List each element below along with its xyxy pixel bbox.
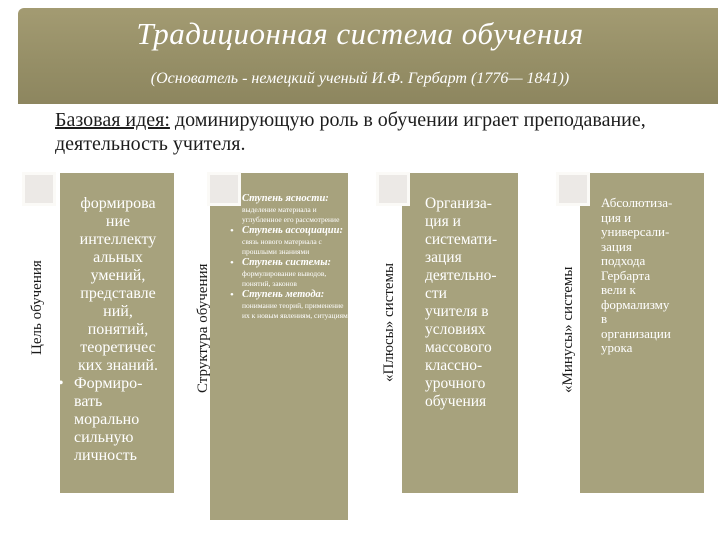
text-line: в bbox=[601, 311, 608, 326]
pros-column-label: «Плюсы» системы bbox=[381, 262, 397, 382]
text-line: урока bbox=[601, 340, 633, 355]
text-line: универсали- bbox=[601, 224, 670, 239]
step-title: Ступень метода: bbox=[242, 289, 325, 300]
text-line: учителя в bbox=[425, 303, 489, 320]
bullet-icon: • bbox=[230, 225, 234, 237]
step-system bbox=[230, 257, 350, 289]
pros-column-content bbox=[425, 195, 515, 411]
goal-bullet-item bbox=[58, 375, 164, 465]
text-line: формирова bbox=[80, 195, 156, 212]
text-line: ние bbox=[105, 213, 131, 230]
step-text: понимание теорий, применение их к новым явлениям, ситуациям. bbox=[242, 301, 350, 320]
step-text: формулирование выводов, понятий, законов bbox=[242, 269, 327, 288]
text-line: Формиро- bbox=[74, 375, 143, 392]
pros-column-marker bbox=[376, 172, 410, 206]
text-line: классно- bbox=[425, 357, 483, 374]
base-idea-text: доминирующую роль в обучении играет преподавание, деятельность учителя. bbox=[55, 109, 646, 155]
text-line: морально bbox=[74, 411, 140, 428]
step-title: Ступень ассоциации: bbox=[242, 225, 343, 236]
text-line: ний, bbox=[103, 303, 133, 320]
text-line: умений, bbox=[90, 267, 146, 284]
bullet-icon: • bbox=[230, 257, 234, 269]
base-idea-label: Базовая идея: bbox=[55, 109, 170, 131]
text-line: организации bbox=[601, 325, 671, 341]
text-line: представле bbox=[80, 285, 156, 302]
step-text: выделение материала и углубленное его рассмотрение bbox=[242, 205, 340, 224]
step-title: Ступень ясности: bbox=[242, 193, 329, 204]
step-title: Ступень системы: bbox=[242, 257, 332, 268]
text-line: подхода bbox=[601, 253, 646, 268]
structure-column-label: Структура обучения bbox=[195, 263, 211, 393]
text-line: условиях bbox=[425, 321, 486, 338]
text-line: формализму bbox=[601, 296, 670, 312]
goal-text-lines bbox=[72, 195, 164, 375]
text-line: системати- bbox=[425, 231, 498, 248]
goal-column-label: Цель обучения bbox=[29, 260, 45, 355]
text-line: вать bbox=[74, 393, 103, 410]
text-line: зация bbox=[601, 238, 632, 254]
text-line: Организа- bbox=[425, 195, 492, 212]
text-line: обучения bbox=[425, 393, 487, 410]
bullet-icon: • bbox=[230, 289, 234, 301]
text-line: сильную bbox=[74, 429, 134, 446]
text-line: личность bbox=[74, 447, 137, 464]
bullet-icon: • bbox=[58, 375, 64, 392]
text-line: понятий, bbox=[87, 321, 149, 338]
cons-column-label: «Минусы» системы bbox=[560, 266, 576, 393]
text-line: ция и bbox=[425, 213, 461, 230]
step-text: связь нового материала с прошлыми знаниями bbox=[242, 237, 322, 256]
text-line: вели к bbox=[601, 282, 636, 297]
cons-column-content bbox=[601, 196, 697, 356]
goal-column-content bbox=[58, 195, 164, 465]
step-clarity bbox=[230, 193, 350, 225]
step-method bbox=[230, 289, 350, 321]
text-line: теоретичес bbox=[80, 339, 156, 356]
cons-column-marker bbox=[556, 172, 590, 206]
goal-column-marker bbox=[22, 172, 56, 206]
page-subtitle: (Основатель - немецкий ученый И.Ф. Гербарт (1776— 1841)) bbox=[150, 70, 570, 87]
text-line: деятельно- bbox=[425, 267, 497, 284]
text-line: альных bbox=[93, 249, 143, 266]
text-line: массового bbox=[425, 339, 492, 356]
text-line: Гербарта bbox=[601, 267, 651, 283]
base-idea bbox=[55, 108, 675, 156]
text-line: урочного bbox=[425, 375, 486, 392]
text-line: зация bbox=[425, 249, 462, 266]
text-line: ция и bbox=[601, 209, 632, 225]
text-line: ких знаний. bbox=[77, 357, 158, 374]
text-line: интеллекту bbox=[79, 231, 157, 248]
structure-column-content bbox=[230, 193, 350, 321]
step-association bbox=[230, 225, 350, 257]
text-line: Абсолютиза- bbox=[601, 195, 673, 210]
page-title: Традиционная система обучения bbox=[136, 16, 584, 51]
text-line: сти bbox=[425, 285, 447, 302]
